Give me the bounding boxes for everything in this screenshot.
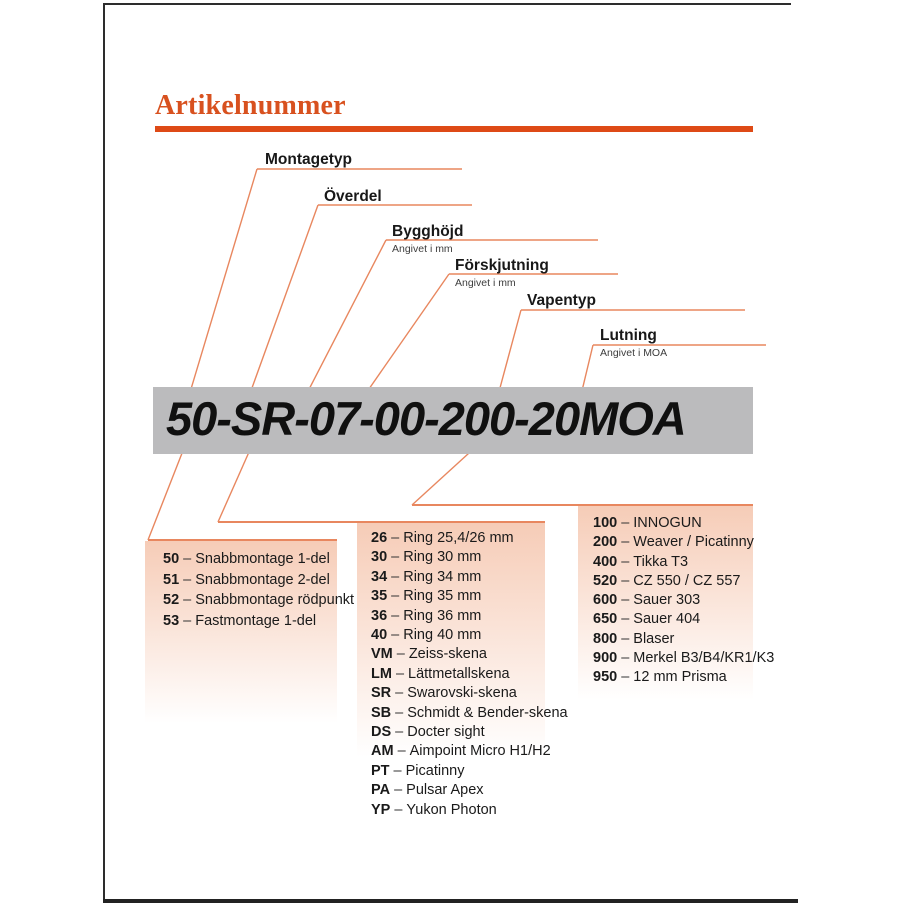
dash-separator: –	[397, 743, 406, 760]
dash-separator: –	[621, 572, 630, 589]
dash-separator: –	[394, 801, 403, 818]
item-label: Merkel B3/B4/KR1/K3	[633, 650, 775, 667]
item-code: PT	[371, 762, 390, 779]
item-code: 600	[593, 592, 618, 609]
item-label: Ring 30 mm	[403, 549, 482, 566]
list-item-5	[578, 610, 753, 629]
item-label: Lättmetallskena	[408, 665, 510, 682]
overdel-list-diagonal	[218, 443, 253, 522]
list-item-3	[145, 611, 337, 632]
list-item-7	[578, 649, 775, 668]
item-label: Pulsar Apex	[406, 782, 484, 799]
item-code: LM	[371, 665, 392, 682]
dash-separator: –	[621, 611, 630, 628]
dash-separator: –	[183, 571, 192, 588]
field-label-note: Angivet i mm	[392, 242, 453, 255]
title-rule	[155, 126, 753, 132]
dash-separator: –	[621, 592, 630, 609]
item-code: 950	[593, 669, 618, 686]
dash-separator: –	[391, 627, 400, 644]
item-code: 53	[163, 612, 180, 629]
item-label: Snabbmontage 2-del	[195, 571, 330, 588]
field-label-text: Lutning	[600, 327, 657, 344]
item-label: Tikka T3	[633, 553, 689, 570]
item-label: Zeiss-skena	[408, 646, 487, 663]
item-code: 34	[371, 568, 388, 585]
dash-separator: –	[395, 685, 404, 702]
field-label-note: Angivet i mm	[455, 276, 516, 289]
item-label: Fastmontage 1-del	[195, 612, 317, 629]
dash-separator: –	[183, 551, 192, 567]
list-item-5	[357, 626, 545, 645]
dash-separator: –	[183, 612, 192, 629]
list-item-9	[357, 704, 568, 723]
list-item-0	[145, 549, 337, 570]
list-item-4	[357, 607, 545, 626]
item-label: Sauer 404	[633, 611, 701, 628]
dash-separator: –	[395, 724, 404, 741]
dash-separator: –	[621, 515, 630, 531]
field-label-text: Överdel	[324, 188, 382, 205]
item-code: 650	[593, 611, 618, 628]
field-label-5	[600, 328, 667, 358]
montagetyp-list	[145, 541, 355, 739]
forskjutning-diagonal	[362, 274, 449, 399]
dash-separator: –	[396, 646, 405, 663]
page-title: Artikelnummer	[155, 90, 346, 121]
item-code: 200	[593, 534, 618, 551]
field-label-text: Vapentyp	[527, 292, 596, 309]
item-code: 40	[371, 627, 388, 644]
field-label-text: Bygghöjd	[392, 223, 464, 240]
item-code: 36	[371, 607, 388, 624]
list-item-6	[357, 645, 545, 664]
page-top-edge	[103, 3, 791, 5]
field-label-1	[324, 189, 382, 209]
dash-separator: –	[621, 534, 630, 551]
montagetyp-list-diagonal	[148, 443, 186, 540]
list-item-14	[357, 801, 545, 820]
item-code: 52	[163, 592, 180, 608]
item-code: 35	[371, 588, 388, 605]
list-item-7	[357, 665, 545, 684]
list-item-1	[578, 533, 753, 552]
item-label: Ring 40 mm	[403, 627, 482, 644]
list-item-3	[357, 587, 545, 606]
item-code: 26	[371, 530, 388, 546]
item-code: 900	[593, 650, 618, 667]
item-code: 30	[371, 549, 388, 566]
item-code: 50	[163, 551, 180, 567]
field-label-4	[527, 293, 596, 313]
list-item-2	[357, 568, 545, 587]
montagetyp-diagonal	[188, 169, 257, 399]
item-label: Sauer 303	[633, 592, 701, 609]
dash-separator: –	[395, 704, 404, 721]
item-code: AM	[371, 743, 394, 760]
list-item-13	[357, 781, 545, 800]
item-label: Weaver / Picatinny	[633, 534, 754, 551]
item-code: YP	[371, 801, 391, 818]
item-label: Aimpoint Micro H1/H2	[409, 743, 551, 760]
list-item-2	[578, 553, 753, 572]
item-code: SR	[371, 685, 392, 702]
item-label: Snabbmontage rödpunkt	[195, 592, 355, 608]
bygghojd-diagonal	[304, 240, 386, 399]
dash-separator: –	[394, 782, 403, 799]
vapentyp-diagonal	[497, 310, 521, 399]
dash-separator: –	[183, 592, 192, 608]
item-label: Snabbmontage 1-del	[195, 551, 330, 567]
list-item-0	[578, 514, 753, 533]
overdel-list	[357, 523, 568, 830]
item-label: Ring 35 mm	[403, 588, 482, 605]
list-item-12	[357, 762, 545, 781]
item-label: Ring 25,4/26 mm	[403, 530, 514, 546]
item-label: Ring 34 mm	[403, 568, 482, 585]
list-item-0	[357, 529, 545, 548]
item-label: Schmidt & Bender-skena	[407, 704, 568, 721]
dash-separator: –	[391, 568, 400, 585]
dash-separator: –	[621, 630, 630, 647]
article-number-bar	[153, 387, 753, 454]
item-label: Blaser	[633, 630, 675, 647]
field-label-2	[392, 224, 463, 254]
field-label-text: Montagetyp	[265, 151, 352, 168]
page-bottom-edge	[103, 899, 798, 903]
item-code: DS	[371, 724, 392, 741]
item-label: INNOGUN	[633, 515, 702, 531]
dash-separator: –	[621, 669, 630, 686]
item-code: 51	[163, 571, 180, 588]
dash-separator: –	[395, 665, 405, 682]
field-label-3	[455, 258, 549, 288]
field-label-note: Angivet i MOA	[600, 346, 668, 359]
overdel-diagonal	[248, 205, 318, 399]
item-label: Ring 36 mm	[403, 607, 482, 624]
item-label: CZ 550 / CZ 557	[633, 572, 741, 589]
list-item-1	[145, 570, 337, 591]
item-code: 800	[593, 630, 618, 647]
vapentyp-list	[578, 506, 775, 706]
list-item-10	[357, 723, 545, 742]
list-item-4	[578, 591, 753, 610]
item-code: PA	[371, 782, 391, 799]
dash-separator: –	[391, 607, 400, 624]
list-item-11	[357, 742, 551, 761]
list-item-1	[357, 548, 545, 567]
dash-separator: –	[391, 530, 400, 546]
article-number: 50-SR-07-00-200-20MOA	[166, 392, 686, 445]
item-code: VM	[371, 646, 393, 663]
dash-separator: –	[393, 762, 402, 779]
list-item-2	[145, 590, 355, 611]
list-item-3	[578, 572, 753, 591]
page-left-edge	[103, 3, 105, 902]
item-label: Swarovski-skena	[407, 685, 517, 702]
dash-separator: –	[621, 553, 630, 570]
item-label: Docter sight	[407, 724, 485, 741]
item-code: 400	[593, 553, 618, 570]
item-code: 100	[593, 515, 618, 531]
field-label-text: Förskjutning	[455, 257, 549, 274]
item-code: SB	[371, 704, 392, 721]
item-label: Yukon Photon	[406, 801, 497, 818]
list-item-6	[578, 630, 753, 649]
dash-separator: –	[391, 588, 400, 605]
list-item-8	[578, 668, 753, 687]
list-item-8	[357, 684, 545, 703]
dash-separator: –	[391, 549, 400, 566]
item-code: 520	[593, 572, 618, 589]
dash-separator: –	[621, 650, 630, 667]
field-label-0	[265, 152, 352, 172]
item-label: 12 mm Prisma	[633, 669, 727, 686]
item-label: Picatinny	[405, 762, 465, 779]
